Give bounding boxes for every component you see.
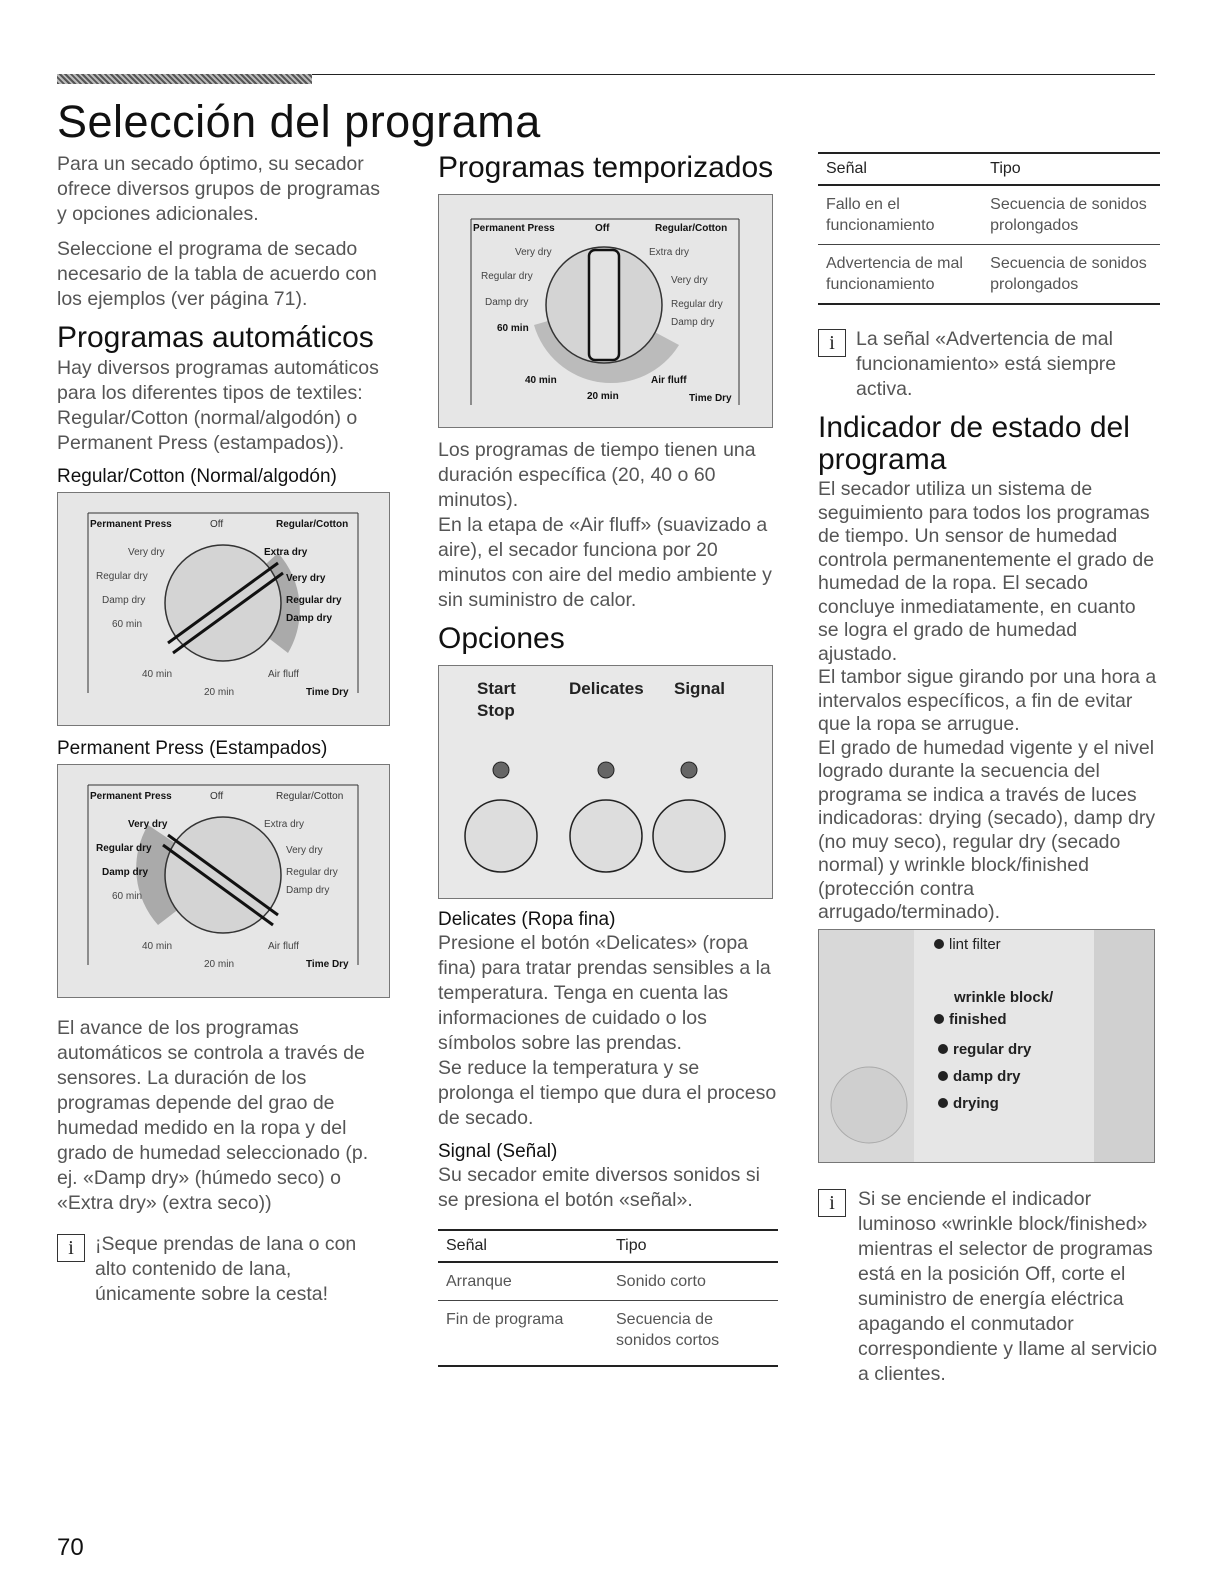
damp-dry-light [938, 1071, 948, 1081]
dial2-label-time-dry: Time Dry [306, 959, 349, 970]
lint-filter-label: lint filter [949, 935, 1001, 953]
delicates-text-1: Presione el botón «Delicates» (ropa fina) para tratar prendas sensibles a la temperatura. Tenga en cuenta las informaciones de cuidado o los símbolos sobre las prendas. [438, 932, 771, 1054]
finished-label: finished [949, 1010, 1007, 1028]
signal-subheading: Signal (Señal) [438, 1141, 558, 1162]
dial-illustration-timed [439, 195, 772, 427]
dial2-label-extra-dry: Extra dry [264, 819, 305, 830]
dial3-label-extra-dry: Extra dry [649, 247, 690, 258]
status-text-1: El secador utiliza un sistema de seguimiento para todos los programas de tiempo. Un sensor de humedad controla permanentemente el grado de humedad de la ropa. El secado concluye inmediatamente, en cuanto se logra el grado de humedad ajustado. [818, 478, 1155, 665]
dial-figure-permanent [57, 764, 390, 998]
timed-text-1: Los programas de tiempo tienen una duración específica (20, 40 o 60 minutos). [438, 439, 756, 511]
drying-light [938, 1098, 948, 1108]
info-icon: i [818, 329, 846, 357]
status-panel-figure [818, 929, 1155, 1163]
start-stop-button[interactable] [465, 800, 537, 872]
dial-label-20min: 20 min [204, 687, 235, 698]
dial-label-very-dry: Very dry [128, 547, 165, 558]
finished-light [934, 1014, 944, 1024]
dial3-label-damp-dry-right: Damp dry [671, 317, 715, 328]
table-row [818, 185, 1160, 245]
table-row [438, 1262, 778, 1301]
info-note-warning-text: La señal «Advertencia de mal funcionamiento» está siempre activa. [856, 328, 1117, 400]
delicates-text-2: Se reduce la temperatura y se prolonga el tiempo que dura el proceso de secado. [438, 1057, 777, 1129]
dial3-label-60min: 60 min [497, 323, 529, 334]
dial-label-extra-dry: Extra dry [264, 547, 308, 558]
dial2-label-20min: 20 min [204, 959, 235, 970]
dial-label-40min: 40 min [142, 669, 173, 680]
table1-cell: Secuencia de sonidos cortos [608, 1301, 778, 1367]
dial3-label-regular-dry-right: Regular dry [671, 299, 723, 310]
options-heading: Opciones [438, 622, 565, 655]
dial-label-regular-dry-right: Regular dry [286, 595, 342, 606]
dial3-label-damp-dry: Damp dry [485, 297, 529, 308]
dial-label-very-dry-right: Very dry [286, 573, 326, 584]
dial-label-damp-dry-right: Damp dry [286, 613, 333, 624]
dial3-label-40min: 40 min [525, 375, 557, 386]
page-title: Selección del programa [57, 96, 541, 147]
option-start-label: Start [477, 679, 516, 698]
info-note-service-text: Si se enciende el indicador luminoso «wrinkle block/finished» mientras el selector de programas está en la posición Off, corte el suministro de energía eléctrica apagando el conmutador correspondiente y llame al servicio a clientes. [858, 1187, 1158, 1385]
dial2-label-off: Off [210, 791, 224, 802]
auto-programs-text: Hay diversos programas automáticos para los diferentes tipos de textiles: Regular/Cotton (normal/algodón) o Permanent Press (estampados)). [57, 357, 379, 454]
dial-label-regular-cotton: Regular/Cotton [276, 519, 349, 530]
timed-text-2: En la etapa de «Air fluff» (suavizado a aire), el secador funciona por 20 minutos con aire del medio ambiente y sin suministro de calor. [438, 514, 772, 611]
dial-label-regular-dry: Regular dry [96, 571, 148, 582]
dial3-label-regular-cotton: Regular/Cotton [655, 223, 728, 234]
dial2-label-damp-dry-right: Damp dry [286, 885, 330, 896]
signal-text: Su secador emite diversos sonidos si se presiona el botón «señal». [438, 1164, 760, 1211]
dial3-label-air-fluff: Air fluff [651, 375, 687, 386]
dial2-label-air-fluff: Air fluff [268, 941, 299, 952]
table2-header-signal: Señal [818, 153, 982, 185]
dial-label-time-dry: Time Dry [306, 687, 349, 698]
option-stop-label: Stop [477, 701, 515, 720]
regular-dry-label: regular dry [953, 1040, 1032, 1058]
dial-label-damp-dry: Damp dry [102, 595, 146, 606]
status-panel-illustration [819, 930, 1154, 1162]
table2-header-type: Tipo [982, 153, 1160, 185]
table2-cell: Advertencia de mal funcionamiento [818, 245, 982, 305]
info-icon: i [818, 1189, 846, 1217]
status-text-2: El tambor sigue girando por una hora a intervalos específicos, a fin de evitar que la ropa se arrugue. [818, 666, 1157, 735]
dial3-label-very-dry: Very dry [515, 247, 552, 258]
top-rule-accent [57, 74, 312, 84]
delicates-subheading: Delicates (Ropa fina) [438, 909, 616, 930]
options-panel-figure [438, 665, 773, 899]
info-note-wool [57, 1232, 392, 1307]
permanent-press-subheading: Permanent Press (Estampados) [57, 738, 328, 759]
column-1 [57, 152, 392, 1307]
dial-label-permanent-press: Permanent Press [90, 519, 172, 530]
wrinkle-block-label: wrinkle block/ [954, 988, 1054, 1006]
dial-label-60min: 60 min [112, 619, 143, 630]
dial3-label-20min: 20 min [587, 391, 619, 402]
dial2-label-very-dry-right: Very dry [286, 845, 323, 856]
table2-cell: Fallo en el funcionamiento [818, 185, 982, 245]
dial3-label-permanent-press: Permanent Press [473, 223, 555, 234]
timed-programs-heading: Programas temporizados [438, 151, 774, 184]
dial3-label-time-dry: Time Dry [689, 393, 732, 404]
options-panel-illustration [439, 666, 772, 898]
signal-button[interactable] [653, 800, 725, 872]
option-delicates-label: Delicates [569, 679, 644, 698]
dial-label-off: Off [210, 519, 224, 530]
signal-table-1 [438, 1229, 778, 1367]
signal-table-2 [818, 152, 1160, 305]
dial3-label-regular-dry: Regular dry [481, 271, 533, 282]
table2-cell: Secuencia de sonidos prolongados [982, 185, 1160, 245]
table1-cell: Fin de programa [438, 1301, 608, 1367]
auto-programs-heading: Programas automáticos [57, 321, 374, 354]
dial2-label-60min: 60 min [112, 891, 143, 902]
column-2 [438, 152, 778, 1367]
lint-filter-light [934, 939, 944, 949]
column-3 [818, 152, 1160, 1387]
option-signal-label: Signal [674, 679, 726, 698]
dial-illustration-permanent [58, 765, 389, 997]
dial2-label-40min: 40 min [142, 941, 173, 952]
dial2-label-permanent-press: Permanent Press [90, 791, 172, 802]
dial-label-air-fluff: Air fluff [268, 669, 299, 680]
auto-progress-text: El avance de los programas automáticos se controla a través de sensores. La duración de los programas depende del grao de humedad medido en la ropa y del grado de humedad seleccionado (p. ej. «Damp dry» (húmedo seco) o «Extra dry» (extra seco)) [57, 1017, 369, 1214]
delicates-button[interactable] [570, 800, 642, 872]
delicates-indicator-light [598, 762, 614, 778]
table2-cell: Secuencia de sonidos prolongados [982, 245, 1160, 305]
intro-paragraph-1: Para un secado óptimo, su secador ofrece diversos grupos de programas y opciones adicionales. [57, 153, 380, 225]
dial2-label-regular-cotton: Regular/Cotton [276, 791, 344, 802]
dial2-label-regular-dry: Regular dry [96, 843, 152, 854]
dial-figure-regular [57, 492, 390, 726]
info-note-service [818, 1187, 1160, 1387]
table1-cell: Arranque [438, 1262, 608, 1301]
intro-paragraph-2: Seleccione el programa de secado necesario de la tabla de acuerdo con los ejemplos (ver página 71). [57, 238, 377, 310]
status-indicator-heading: Indicador de estado del programa [818, 411, 1130, 476]
table1-header-signal: Señal [438, 1230, 608, 1262]
info-note-warning [818, 327, 1160, 402]
table-row [438, 1301, 778, 1367]
info-icon: i [57, 1234, 85, 1262]
signal-indicator-light [681, 762, 697, 778]
drying-label: drying [953, 1094, 999, 1112]
table1-header-type: Tipo [608, 1230, 778, 1262]
dial-figure-timed [438, 194, 773, 428]
page-number: 70 [57, 1534, 84, 1561]
dial3-label-off: Off [595, 223, 610, 234]
damp-dry-label: damp dry [953, 1067, 1021, 1085]
dial-illustration-regular [58, 493, 389, 725]
table1-cell: Sonido corto [608, 1262, 778, 1301]
start-indicator-light [493, 762, 509, 778]
dial3-label-very-dry-right: Very dry [671, 275, 708, 286]
table-row [818, 245, 1160, 305]
dial2-label-very-dry: Very dry [128, 819, 168, 830]
info-note-wool-text: ¡Seque prendas de lana o con alto contenido de lana, únicamente sobre la cesta! [95, 1233, 357, 1305]
status-text-3: El grado de humedad vigente y el nivel logrado durante la secuencia del programa se indica a través de luces indicadoras: drying (secado), damp dry (no muy seco), regular dry (secado normal) y wrinkle block/finished (protección contra arrugado/terminado). [818, 736, 1156, 923]
regular-dry-light [938, 1044, 948, 1054]
dial2-label-regular-dry-right: Regular dry [286, 867, 338, 878]
regular-cotton-subheading: Regular/Cotton (Normal/algodón) [57, 466, 337, 487]
dial2-label-damp-dry: Damp dry [102, 867, 149, 878]
